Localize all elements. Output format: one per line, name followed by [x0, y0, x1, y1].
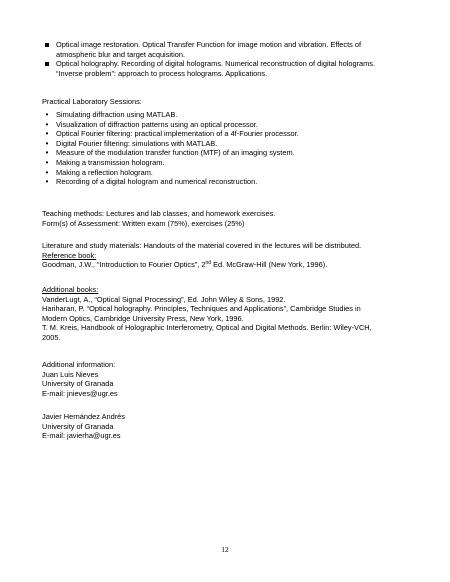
list-item: • Recording of a digital hologram and numerical reconstruction.	[42, 177, 412, 187]
lab-list	[42, 110, 412, 187]
bullet-icon: •	[45, 138, 49, 148]
contact-name: Javier Hernández Andrés	[42, 412, 125, 421]
top-bullet-list	[42, 40, 412, 78]
text-line: “Inverse problem”: approach to process holograms. Applications.	[56, 68, 268, 78]
list-item	[42, 40, 412, 59]
literature-section	[42, 241, 412, 270]
text-line: atmospheric blur and target acquisition.	[56, 49, 185, 59]
text-line: Optical image restoration. Optical Transfer Function for image motion and vibration. Effects of	[56, 40, 362, 49]
book-line: 2005.	[42, 332, 61, 342]
book-line: T. M. Kreis, Handbook of Holographic Interferometry, Optical and Digital Methods. Berlin: Wiley-VCH,	[42, 323, 372, 333]
list-item: • Visualization of diffraction patterns using an optical processor.	[42, 120, 412, 130]
contact-email: E-mail: jnieves@ugr.es	[42, 388, 118, 398]
list-item: • Measure of the modulation transfer function (MTF) of an imaging system.	[42, 148, 412, 158]
list-item: • Simulating diffraction using MATLAB.	[42, 110, 412, 120]
contact-block	[42, 412, 412, 441]
additional-info-section	[42, 360, 412, 398]
reference-entry: Goodman, J.W., “Introduction to Fourier Optics”, 2nd Ed. McGraw-Hill (New York, 1996).	[42, 260, 328, 270]
bullet-icon: •	[45, 157, 49, 167]
bullet-icon: •	[45, 167, 49, 177]
info-heading: Additional information:	[42, 360, 116, 369]
bullet-icon: •	[45, 148, 49, 158]
list-item: • Digital Fourier filtering: simulations with MATLAB.	[42, 139, 412, 149]
book-line: Hariharan, P. “Optical holography. Principles, Techniques and Applications”, Cambridge Studies in	[42, 304, 361, 314]
contact-org: University of Granada	[42, 379, 114, 389]
lab-section	[42, 97, 412, 107]
bullet-icon: •	[45, 110, 49, 119]
list-item: • Making a transmission hologram.	[42, 158, 412, 168]
contact-email: E-mail: javierha@ugr.es	[42, 431, 121, 441]
bullet-icon: •	[45, 119, 49, 129]
contact-name: Juan Luis Nieves	[42, 369, 99, 379]
bullet-icon: •	[45, 129, 49, 139]
square-bullet-icon	[45, 62, 49, 66]
teaching-section	[42, 209, 412, 228]
reference-heading: Reference book:	[42, 250, 97, 260]
literature-intro: Literature and study materials: Handouts of the material covered in the lectures will be distributed.	[42, 241, 362, 250]
contact-org: University of Granada	[42, 421, 114, 431]
teaching-methods: Teaching methods: Lectures and lab classes, and homework exercises.	[42, 209, 276, 218]
list-item: • Making a reflection hologram.	[42, 168, 412, 178]
bullet-icon: •	[45, 177, 49, 187]
page-number: 12	[221, 545, 229, 554]
square-bullet-icon	[45, 43, 49, 47]
assessment-form: Form(s) of Assessment: Written exam (75%), exercises (25%)	[42, 218, 245, 228]
book-line: VanderLugt, A., “Optical Signal Processing”, Ed. John Wiley & Sons, 1992.	[42, 294, 286, 304]
list-item: • Optical Fourier filtering: practical implementation of a 4f-Fourier processor.	[42, 129, 412, 139]
lab-heading: Practical Laboratory Sessions:	[42, 97, 142, 106]
text-line: Optical holography. Recording of digital holograms. Numerical reconstruction of digital holograms.	[56, 59, 376, 69]
additional-books-heading: Additional books:	[42, 285, 99, 294]
book-line: Modern Optics, Cambridge University Press, New York, 1996.	[42, 313, 244, 323]
list-item	[42, 59, 412, 78]
additional-books-section	[42, 285, 412, 343]
